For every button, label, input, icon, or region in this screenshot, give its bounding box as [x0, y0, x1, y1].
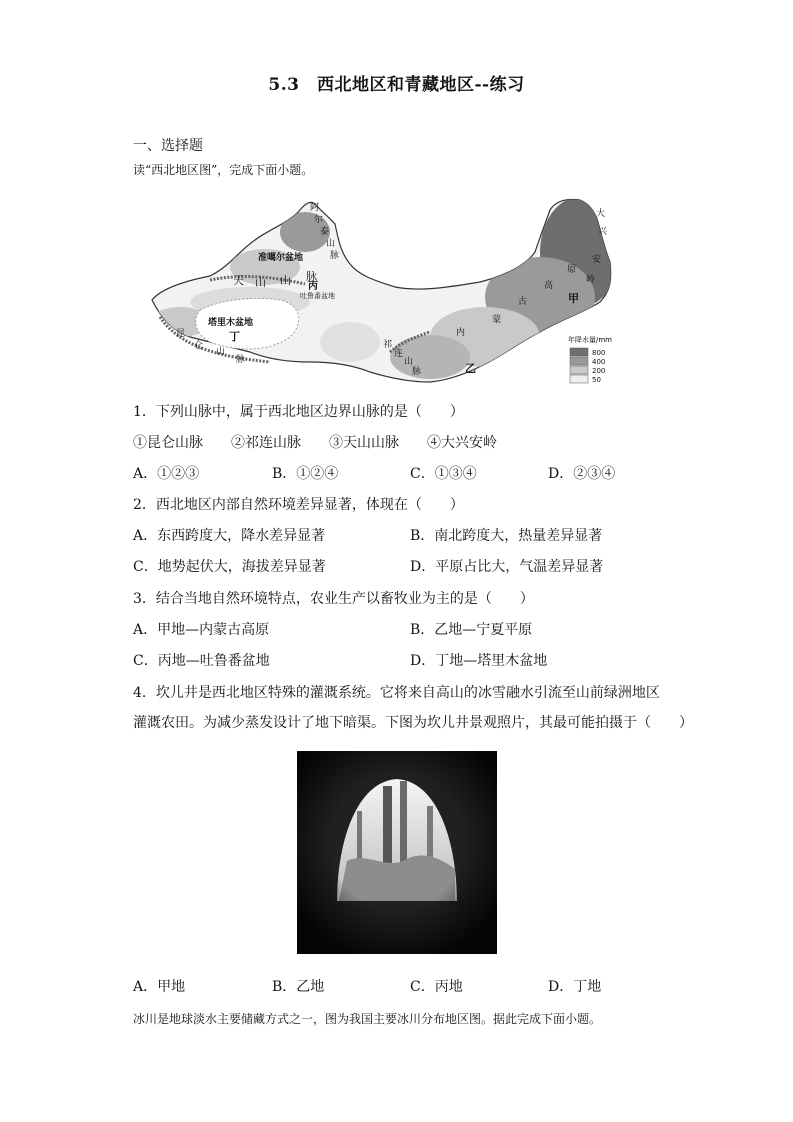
- bing-label: 丙: [308, 281, 318, 292]
- tianshan-label-3: 山: [280, 274, 291, 287]
- tianshan-label-2: 山: [255, 276, 266, 289]
- neimenggu-label-2: 蒙: [492, 315, 502, 325]
- intro-text: 读“西北地区图”，完成下面小题。: [133, 163, 314, 177]
- q2-option-b[interactable]: B．南北跨度大，热量差异显著: [410, 528, 603, 544]
- q2-option-a[interactable]: A．东西跨度大，降水差异显著: [133, 528, 326, 544]
- northwest-map: [140, 192, 645, 387]
- tianshan-label-4: 脉: [306, 270, 317, 283]
- daxinganling-label-3: 安: [592, 255, 602, 265]
- precipitation-legend: [568, 335, 612, 384]
- question-1-choices: ①昆仑山脉 ②祁连山脉 ③天山山脉 ④大兴安岭: [133, 435, 497, 451]
- daxinganling-label-4: 岭: [586, 275, 596, 285]
- legend-label: 200: [592, 367, 606, 375]
- tianshan-label-1: 天: [233, 274, 244, 287]
- gaoyuan-label-1: 高: [544, 281, 554, 291]
- q2-option-d[interactable]: D．平原占比大，气温差异显著: [410, 559, 604, 575]
- qilian-label-1: 祁: [383, 340, 393, 350]
- altai-label-4: 山: [326, 239, 336, 249]
- legend-label: 400: [592, 358, 606, 366]
- section-heading: 一、选择题: [133, 138, 203, 154]
- question-3-stem: 3．结合当地自然环境特点，农业生产以畜牧业为主的是（ ）: [133, 591, 534, 607]
- qilian-label-2: 连: [394, 349, 404, 359]
- page-title: 5.3 西北地区和青藏地区--练习: [268, 75, 525, 95]
- q1-option-d[interactable]: D．②③④: [548, 466, 616, 482]
- daxinganling-label-2: 兴: [598, 227, 608, 237]
- legend-label: 800: [592, 349, 606, 357]
- question-2-stem: 2．西北地区内部自然环境差异显著，体现在（ ）: [133, 497, 464, 513]
- legend-title: 年降水量/mm: [568, 336, 612, 344]
- gaoyuan-label-2: 原: [567, 265, 577, 275]
- legend-swatch: [570, 348, 588, 356]
- kunlun-label-1: 昆: [176, 329, 186, 339]
- yi-label: 乙: [465, 362, 476, 375]
- q3-option-c[interactable]: C．丙地—吐鲁番盆地: [133, 653, 270, 669]
- question-4-stem-line-1: 4．坎儿井是西北地区特殊的灌溉系统。它将来自高山的冰雪融水引流至山前绿洲地区: [133, 685, 660, 701]
- jia-label: 甲: [568, 292, 579, 305]
- q2-option-c[interactable]: C．地势起伏大，海拔差异显著: [133, 559, 326, 575]
- legend-label: 50: [592, 376, 601, 384]
- q1-option-a[interactable]: A．①②③: [133, 466, 200, 482]
- ding-label: 丁: [229, 330, 240, 343]
- altai-label-2: 尔: [314, 215, 324, 225]
- question-4-stem-line-2: 灌溉农田。为减少蒸发设计了地下暗渠。下图为坎儿井景观照片，其最可能拍摄于（ ）: [133, 715, 693, 731]
- daxinganling-label-1: 大: [596, 209, 606, 219]
- karez-photo: [297, 751, 497, 954]
- altai-label-5: 脉: [330, 251, 340, 261]
- neimenggu-label-1: 内: [456, 328, 466, 338]
- question-1-stem: 1．下列山脉中，属于西北地区边界山脉的是（ ）: [133, 404, 464, 420]
- kunlun-label-4: 脉: [236, 355, 246, 365]
- q4-option-d[interactable]: D．丁地: [548, 979, 602, 995]
- q4-option-a[interactable]: A．甲地: [133, 979, 186, 995]
- q3-option-d[interactable]: D．丁地—塔里木盆地: [410, 653, 548, 669]
- tarim-label: 塔里木盆地: [208, 318, 254, 328]
- neimenggu-label-3: 古: [518, 297, 528, 307]
- q4-option-b[interactable]: B．乙地: [272, 979, 325, 995]
- altai-label-1: 阿: [310, 203, 320, 213]
- legend-swatch: [570, 357, 588, 365]
- q3-option-a[interactable]: A．甲地—内蒙古高原: [133, 622, 270, 638]
- turpan-label: 吐鲁番盆地: [300, 292, 335, 300]
- legend-swatch: [570, 375, 588, 383]
- kunlun-label-2: 仑: [194, 341, 204, 351]
- junggar-label: 准噶尔盆地: [258, 253, 304, 263]
- q4-option-c[interactable]: C．丙地: [410, 979, 463, 995]
- q1-option-b[interactable]: B．①②④: [272, 466, 339, 482]
- q1-option-c[interactable]: C．①③④: [410, 466, 477, 482]
- q3-option-b[interactable]: B．乙地—宁夏平原: [410, 622, 533, 638]
- altai-label-3: 泰: [320, 227, 330, 237]
- legend-swatch: [570, 366, 588, 374]
- next-section-intro: 冰川是地球淡水主要储藏方式之一，图为我国主要冰川分布地区图。据此完成下面小题。: [133, 1012, 602, 1026]
- kunlun-label-3: 山: [216, 347, 226, 357]
- qilian-label-3: 山: [404, 357, 414, 367]
- qilian-label-4: 脉: [412, 367, 422, 377]
